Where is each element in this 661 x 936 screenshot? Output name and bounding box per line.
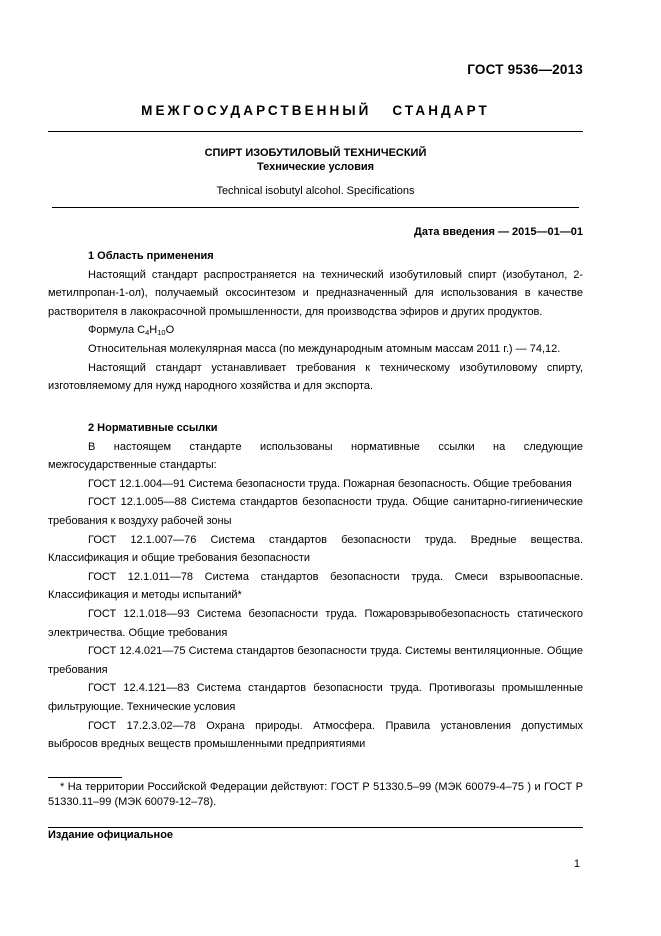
introduction-date: Дата введения — 2015—01—01 bbox=[414, 226, 583, 238]
document-title-english: Technical isobutyl alcohol. Specifications bbox=[216, 185, 415, 197]
paragraph: В настоящем стандарте использованы нормативные ссылки на следующие межгосударственные стандарты: bbox=[48, 440, 583, 472]
reference-item: ГОСТ 12.1.007—76 Система стандартов безопасности труда. Вредные вещества. Классификация и общие требования безопасности bbox=[48, 533, 583, 565]
title-divider bbox=[52, 207, 579, 208]
paragraph: Относительная молекулярная масса (по международным атомным массам 2011 г.) — 74,12. bbox=[88, 342, 561, 355]
reference-item: ГОСТ 12.4.121—83 Система стандартов безопасности труда. Противогазы промышленные фильтрующие. Технические условия bbox=[48, 682, 583, 713]
reference-item: ГОСТ 17.2.3.02—78 Охрана природы. Атмосфера. Правила установления допустимых выбросов вредных веществ промышленными предприятиями bbox=[48, 719, 583, 751]
footnote bbox=[48, 780, 583, 809]
paragraph: Настоящий стандарт распространяется на технический изобутиловый спирт (изобутанол, 2-метилпропан-1-ол), получаемый оксосинтезом и предназначенный для использования в качестве растворителя в лакокрасочной промышленности, для производства эфиров и других продуктов. bbox=[48, 268, 583, 318]
reference-item: ГОСТ 12.4.021—75 Система стандартов безопасности труда. Системы вентиляционные. Общие требования bbox=[48, 645, 583, 676]
page-number: 1 bbox=[573, 858, 580, 870]
section-scope bbox=[48, 247, 583, 396]
gost-code: ГОСТ 9536—2013 bbox=[467, 62, 583, 77]
reference-item: ГОСТ 12.1.018—93 Система безопасности труда. Пожаровзрывобезопасность статического электричества. Общие требования bbox=[48, 607, 583, 639]
reference-item: ГОСТ 12.1.004—91 Система безопасности труда. Пожарная безопасность. Общие требования bbox=[88, 477, 572, 490]
header-divider bbox=[48, 131, 583, 132]
edition-label: Издание официальное bbox=[48, 829, 174, 841]
section-normative-references bbox=[48, 419, 583, 754]
section-heading: 2 Нормативные ссылки bbox=[88, 422, 218, 434]
standard-type-heading: МЕЖГОСУДАРСТВЕННЫЙ СТАНДАРТ bbox=[141, 103, 490, 118]
footnote-text: * На территории Российской Федерации действуют: ГОСТ Р 51330.5–99 (МЭК 60079-4–75 ) и ГОСТ Р 51330.11–99 (МЭК 60079-12–78). bbox=[48, 781, 583, 808]
paragraph: Настоящий стандарт устанавливает требования к техническому изобутиловому спирту, изготовляемому для нужд народного хозяйства и для экспорта. bbox=[48, 361, 583, 393]
document-title: СПИРТ ИЗОБУТИЛОВЫЙ ТЕХНИЧЕСКИЙ bbox=[204, 147, 427, 159]
reference-item: ГОСТ 12.1.011—78 Система стандартов безопасности труда. Смеси взрывоопасные. Классификация и методы испытаний* bbox=[48, 570, 583, 602]
reference-item: ГОСТ 12.1.005—88 Система стандартов безопасности труда. Общие санитарно-гигиенические требования к воздуху рабочей зоны bbox=[48, 496, 583, 527]
section-heading: 1 Область применения bbox=[88, 250, 214, 262]
footer-divider bbox=[48, 827, 583, 828]
formula-line: Формула $C_4H_{10}O$ bbox=[88, 324, 175, 338]
footnote-divider bbox=[48, 777, 122, 778]
document-subtitle: Технические условия bbox=[256, 161, 375, 173]
